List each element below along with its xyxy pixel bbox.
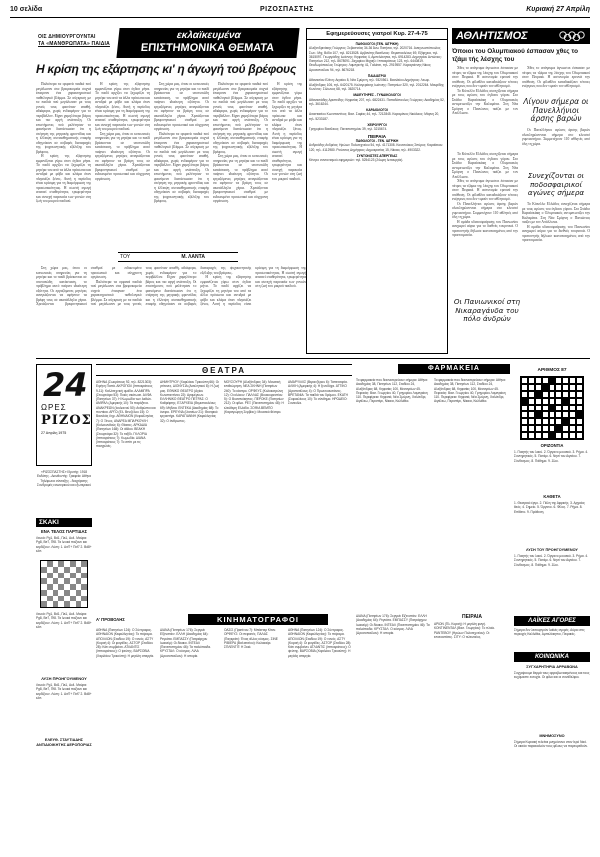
chess-footer: ΕΛΕΥΘ. ΣΤΑΥΤΙΑΔΗΣ ΑΝΤΙΔΙΟΙΚΗΤΗΣ ΑΕΡΟΠΟΡΙΑΣ	[36, 738, 92, 747]
crossword-cell	[521, 405, 528, 412]
crossword-cell	[535, 377, 542, 384]
sports-text-1c: Το Κύπελλο Ελλάδος συνεχίζεται σήμερα με τους αγώνες του όγδοου γύρου. Στο Στάδιο Καραϊσκάκη ο Ολυμπιακός αντιμετωπίζει την Καλαμάτα. Στη Νέα Σμύρνη ο Πανιώνιος παίζει με τον Απόλλωνα.	[452, 88, 518, 115]
crossword-cell	[562, 384, 569, 391]
cinema-col-1: ΑΘΗΝΑ (Πατησίων 124): Ο Σύντροφος. ΑΘΗΝΑΙΟΝ (Κεφαλληνίας): Το πείραμα. ΑΠΟΛΛΩΝ (Σταδίου 19): Ο νονός. ΑΣΤΥ (Κοραή 4): Οι φυγάδες. ΑΣΤΟΡ (Σταδίου 28): Κάτι συμβαίνει. ΑΤΛΑΝΤΙΣ (Ιπποκράτους): Ο ψεύτης. ΒΑΡΣΟΒΙΑ (Χαριλάου Τρικούπη): Η μεγάλη απεργία.	[96, 628, 155, 658]
kicker-1: ΟΙΣ ΔΗΜΙΟΥΡΓΟΥΝΤΑΙ	[38, 34, 96, 40]
sports-text-1a: Χθες το απόγευμα άγνωστοι έσπασαν με πέτρες τα τζάμια της λέσχης του Ολυμπιακού στον Πειραιά. Η αστυνομία ερευνά την υπόθεση. Οι φίλαθλοι καταδικάζουν τέτοιες ενέργειες που δεν τιμούν τον αθλητισμό.	[452, 66, 518, 88]
crossword-cell	[549, 418, 556, 425]
crossword-cell	[549, 425, 556, 432]
crossword-cell	[528, 425, 535, 432]
chess-text: Λευκά: Ρg1, Βd1, Πa1, Αc4. Μαύρα: Ρg8, Βe7, Πf8. Τα λευκά παίζουν και κερδίζουν. Λύση: 1. Αxf7+ Πxf7 2. Βd8+ κλπ.	[36, 536, 92, 553]
crossword-cell	[549, 398, 556, 405]
crossword-cell	[562, 432, 569, 439]
crossword-cell	[528, 411, 535, 418]
science-col-1	[36, 82, 91, 260]
crossword-cell	[555, 398, 562, 405]
section-divider	[36, 358, 590, 359]
science-text-1c: Παλιότερα τα ορφανά παιδιά πού μεγάλωναν στα βρεφοκομεία συχνά έπαιρναν ένα χαρακτηριστικό παθολογικό βλέμμα. Σε σύγκριση με τα παιδιά πού μεγάλωναν με τους γονείς τους φαινόταν απαθή, αδιάφορα, χωρίς ενδιαφέρον για το περιβάλλον. Είχαν χαμηλότερο βάρος και πιο αργή ανάπτυξη. Οι επιστήμονες πού μελέτησαν το φαινόμενο διαπίστωσαν ότι η στέρηση της μητρικής φροντίδας και η έλλειψη συναισθηματικής επαφής οδηγούσαν σε σοβαρές διαταραχές της ψυχοκινητικής εξέλιξης του βρέφους.	[213, 82, 268, 154]
science-cont-2: Παλιότερα τα ορφανά παιδιά πού μεγάλωναν στα βρεφοκομεία συχνά έπαιρναν ένα χαρακτηριστικό παθολογικό βλέμμα. Σε σύγκριση με τα παιδιά πού μεγάλωναν με τους γονείς τους φαινόταν απαθή, αδιάφορα, χωρίς ενδιαφέρον για το περιβάλλον. Είχαν χαμηλότερο βάρος και πιο αργή ανάπτυξη. Οι επιστήμονες πού μελέτησαν το φαινόμενο διαπίστωσαν ότι η στέρηση της μητρικής φροντίδας και η έλλειψη συναισθηματικής επαφής οδηγούσαν σε σοβαρές διαταραχές της ψυχοκινητικής εξέλιξης του βρέφους.	[90, 266, 252, 306]
social-subtitle-2: ΜΝΗΜΟΣΥΝΟ	[539, 734, 565, 738]
science-headline: Η κρίση της εξάρτησης κι' η άγωγή τού βρέφους	[36, 62, 296, 76]
crossword-down: 1. Θεατρικό έργο. 2. Πόλη της Αφρικής. 3. Αρχαίος θεός. 4. Σημείο. 5. Όργανο. 6. Φίλος. 7. Ρήμα. 8. Επίθετο. 9. Πρόθεση.	[514, 501, 585, 514]
kicker-2: ΤΑ «ΜΑΝΘΡΩΠΑΤΑ» ΠΑΙΔΙΑ	[38, 41, 110, 47]
crossword-cell	[569, 391, 576, 398]
sports-banner	[452, 28, 590, 44]
crossword-cell	[569, 432, 576, 439]
crossword-cell	[535, 384, 542, 391]
crossword-cell	[535, 432, 542, 439]
page-date: Κυριακή 27 Απρίλη	[526, 6, 590, 13]
social-subtitle: ΣΥΓΧΑΡΗΤΗΡΙΑ ΑΡΡΑΒΩΝΑ	[526, 665, 578, 669]
science-col-3	[154, 82, 209, 260]
crossword-cell	[549, 391, 556, 398]
doctors-sub-3: ΜΑΙΕΥΤΗΡΕΣ - ΓΥΝΑΙΚΟΛΟΓΟΙ	[353, 93, 401, 98]
crossword-cell	[569, 405, 576, 412]
chess-title: ΣΚΑΚΙ	[36, 518, 92, 527]
sports-text-3b: Χθες το απόγευμα άγνωστοι έσπασαν με πέτρες τα τζάμια της λέσχης του Ολυμπιακού στον Πειραιά. Η αστυνομία ερευνά την υπόθεση. Οι φίλαθλοι καταδικάζουν τέτοιες ενέργειες που δεν τιμούν τον αθλητισμό.	[452, 179, 518, 201]
crossword-cell	[555, 425, 562, 432]
theatre-col-4: ΑΜΑΡΥΛΛΙΣ (Βερανζέρου 6): Ταπετσαρία. ΑΛΙΚΗ (Αμερικής 4): Η ξενοδόχα. ΑΤΤΙΚΟ (Αριστοτέλους 4): Ο Πρωτευουσιάνος. ΒΡΕΤΑΝΙΑ: Τα παιδιά του δρόμου. ΕΚΑΤΗ (Σοφοκλέους 10): Το σύνθημα. ΗΡΩΔΕΙΟ: Συναυλία.	[288, 380, 348, 406]
doctors-sub-7: ΠΑΘΟΛΟΓΟΙ - ΓΕΝ. ΙΑΤΡΙΚΗ	[355, 138, 399, 143]
sports-text-1b: Χθες το απόγευμα άγνωστοι έσπασαν με πέτρες τα τζάμια της λέσχης του Ολυμπιακού στον Πειραιά. Η αστυνομία ερευνά την υπόθεση. Οι φίλαθλοι καταδικάζουν τέτοιες ενέργειες που δεν τιμούν τον αθλητισμό.	[522, 66, 590, 88]
sports-body-1a	[452, 66, 518, 148]
crossword-cell	[542, 398, 549, 405]
science-text-1b: Παλιότερα τα ορφανά παιδιά πού μεγάλωναν στα βρεφοκομεία συχνά έπαιρναν ένα χαρακτηριστικό παθολογικό βλέμμα. Σε σύγκριση με τα παιδιά πού μεγάλωναν με τους γονείς τους φαινόταν απαθή, αδιάφορα, χωρίς ενδιαφέρον για το περιβάλλον. Είχαν χαμηλότερο βάρος και πιο αργή ανάπτυξη. Οι επιστήμονες πού μελέτησαν το φαινόμενο διαπίστωσαν ότι η στέρηση της μητρικής φροντίδας και η έλλειψη συναισθηματικής επαφής οδηγούσαν σε σοβαρές διαταραχές της ψυχοκινητικής εξέλιξης του βρέφους.	[154, 131, 209, 203]
crossword-cell	[555, 411, 562, 418]
crossword-cell	[576, 418, 583, 425]
social-text-2: Σήμερα Κυριακή τελείται μνημόσυνο στον Ιερό Ναό. Οι οικείοι παρακαλούν τους φίλους να παρευρεθούν.	[514, 740, 588, 749]
crossword-cell	[542, 391, 549, 398]
sports-text-2: Οι Πανελλήνιοι αγώνες άρσης βαρών ολοκληρώνονται σήμερα στο κλειστό γυμναστήριο. Συμμετέχουν 110 αθλητές από όλη τη χώρα.	[522, 128, 590, 146]
crossword-across: 1. Ποιητής του λαού. 2. Όργανο μουσικό. 3. Ρήμα. 4. Συντηρητικός. 5. Ποτάμι. 6. Νησί του Αιγαίου. 7. Σύνδεσμος. 8. Πάθημα. 9. Ζώο.	[514, 450, 589, 463]
sports-banner-text: ΑΘΛΗΤΙΣΜΟΣ	[456, 30, 528, 42]
doctors-title: Εφημερεύουσες γιατροί Κυρ. 27-4-75	[307, 29, 447, 40]
sports-body-3	[522, 202, 590, 350]
crossword-cell	[521, 411, 528, 418]
crossword-cell	[535, 411, 542, 418]
crossword-cell	[521, 432, 528, 439]
social-text: Συγχαίρουμε θερμά τους αρραβωνιασμένους και τους ευχόμαστε ευτυχία. Οι φίλοι και οι συνάδελφοι.	[514, 671, 590, 680]
theatre-col-2: ΔΗΜΗΤΡΙΟΥ (Χαριλάου Τρικούπη 66): Οι γείτονες. ΔΙΟΝΥΣΙΑ (Ασκληπιού 8): Η ζωή μας. ΕΘΝΙΚΟ ΘΕΑΤΡΟ (Αγίου Κωνσταντίνου 22): Αγαμέμνων. ΕΛΛΗΝΙΚΟ ΘΕΑΤΡΟ ΠΕΤΡΑΣ: Ο Καθρέφτης. ΕΞΑΡΧΕΙΑ (Θεμιστοκλέους 69): Μήδεια. ΕΝΤΕΚΑ (Ακαδημίας 68): Το όνειρο. ΕΡΕΥΝΑ (Ιλισσίων 21): Θεατρικό εργαστήρι. ΚΑΡΑΓΙΑΝΝΗ (Κεφαλληνίας 32): Ο άνθρωπος.	[160, 380, 220, 423]
crossword-cell	[542, 384, 549, 391]
doctors-list-5: Γρηγορίου Βασίλειος: Πανεπιστημίου 39, τηλ. 3215674.	[309, 127, 388, 132]
science-text-1: Παλιότερα τα ορφανά παιδιά πού μεγάλωναν στα βρεφοκομεία συχνά έπαιρναν ένα χαρακτηριστικό παθολογικό βλέμμα. Σε σύγκριση με τα παιδιά πού μεγάλωναν με τους γονείς τους φαινόταν απαθή, αδιάφορα, χωρίς ενδιαφέρον για το περιβάλλον. Είχαν χαμηλότερο βάρος και πιο αργή ανάπτυξη. Οι επιστήμονες πού μελέτησαν το φαινόμενο διαπίστωσαν ότι η στέρηση της μητρικής φροντίδας και η έλλειψη συναισθηματικής επαφής οδηγούσαν σε σοβαρές διαταραχές της ψυχοκινητικής εξέλιξης του βρέφους.	[36, 82, 91, 154]
crossword-cell	[562, 411, 569, 418]
sports-headline-1: Όποιοι του Ολυμπιακού έσπασαν χθες το τζάμι τής λέσχης του	[452, 48, 578, 63]
theatre-title: ΘΕΑΤΡΑ	[96, 366, 352, 376]
doctors-sub-6: ΠΕΙΡΑΙΑ	[368, 133, 386, 139]
science-continuation	[36, 266, 306, 348]
banner-line-1: εκλαϊκευμένα	[176, 30, 242, 41]
crossword-cell	[576, 391, 583, 398]
box-24-label-2: ΡΙΖΟΣ	[41, 413, 92, 428]
crossword-cell	[549, 377, 556, 384]
doctors-list-7: Ανδρεάδης Ανδρέας: Ηρώων Πολυτεχνείου 54, τηλ. 4171308. Κουτσούκος Σπύρος: Καραϊσκου 120, τηλ. 4112980. Ρούσσος Δημήτριος: Δημοκρατίας 15, Νίκαια, τηλ. 4903322.	[309, 143, 443, 152]
pharmacy-title: ΦΑΡΜΑΚΕΙΑ	[398, 364, 510, 374]
crossword-cell	[569, 425, 576, 432]
chess-subtitle: ΕΝΑ ΤΕΛΟΣ ΠΑΡΤΙΔΑΣ	[40, 529, 88, 534]
sports-text-4b: Η ομάδα υδατοσφαίρισης του Πανιωνίου αναχωρεί αύριο για το διεθνές τουρνουά. Ο προπονητής δήλωσε ικανοποιημένος από την προετοιμασία.	[522, 224, 590, 242]
crossword-cell	[528, 377, 535, 384]
crossword-cell	[528, 398, 535, 405]
chess-board	[40, 560, 88, 608]
page-number: 10 σελίδα	[10, 6, 43, 13]
crossword-cell	[542, 411, 549, 418]
crossword-cell	[555, 432, 562, 439]
cinema-col-5: ΔΙΑΝΑ (Πατησίων 176): Σεργκέι Εϊζενστάιν. ΕΛΛΗ (Ακαδημίας 64): Ρεγκάτα. ΕΜΠΑΣΣΥ (Πατριάρχου Ιωακείμ): Οι δίκαιοι. ΙΝΤΕΑΛ (Πανεπιστημίου 46): Τα παλιόπαιδα. ΚΡΥΣΤΑΛ: Ο κόσμος. ΛΙΛΑ (Δροσοπούλου): Η ιστορία.	[356, 614, 430, 636]
crossword-cell	[562, 425, 569, 432]
science-text-2c: Η κρίση της εξάρτησης εμφανίζεται γύρω στον όγδοο μήνα. Το παιδί αρχίζει να ξεχωρίζει τη μητέρα του από τα άλλα πρόσωπα και αντιδρά με φόβο και κλάμα όταν πλησιάζει ξένος. Αυτή η περίοδος είναι κρίσιμη για τη διαμόρφωση της προσωπικότητας. Η σωστή αγωγή απαιτεί σταθερότητα, τρυφερότητα και συνεχή παρουσία των γονιών στη ζωή του μικρού παιδιού.	[272, 82, 302, 181]
doctors-sub-2: ΠΑΙΔΙΑΤΡΟΙ	[367, 74, 387, 79]
science-col-4	[213, 82, 268, 260]
box-24-hours	[36, 364, 92, 466]
crossword-cell	[562, 398, 569, 405]
crossword-cell	[555, 405, 562, 412]
crossword-cell	[569, 411, 576, 418]
crossword-cell	[535, 391, 542, 398]
byline-author: Μ. ΛΑΝΤΑ	[181, 254, 205, 260]
sports-text-3a: Το Κύπελλο Ελλάδος συνεχίζεται σήμερα με τους αγώνες του όγδοου γύρου. Στο Στάδιο Καραϊσκάκη ο Ολυμπιακός αντιμετωπίζει την Καλαμάτα. Στη Νέα Σμύρνη ο Πανιώνιος παίζει με τον Απόλλωνα.	[452, 152, 518, 179]
cinema-col-3: ΟΑΣΙΣ (Πρατίνου 7): Μπάστερ Κίτον. ΟΡΦΕΥΣ: Οι πειρατές. ΠΑΛΑΣ (Παγκράτι): Ένας άλλος κόσμος. ΣΙΝΕ ΡΙΒΙΕΡΑ (Βαλτετσίου): Καλοκαίρι. ΣΠΛΕΝΤΙΤ: Η Σκιά.	[224, 628, 278, 650]
sports-body-2	[522, 128, 590, 166]
box-24-label-1: ΩΡΕΣ	[41, 403, 67, 412]
chess-solution-title: ΛΥΣΗ ΠΡΟΗΓΟΥΜΕΝΟΥ	[41, 676, 87, 681]
crossword-cell	[542, 405, 549, 412]
doctors-box	[306, 28, 448, 354]
crossword-cell	[555, 384, 562, 391]
sports-text-3d: Η ομάδα υδατοσφαίρισης του Πανιωνίου αναχωρεί αύριο για το διεθνές τουρνουά. Ο προπονητής δήλωσε ικανοποιημένος από την προετοιμασία.	[452, 219, 518, 237]
doctors-list-8: Κέντρο συντονισμού εφημεριών: τηλ. 5254123 (24ωρη λειτουργία).	[309, 158, 404, 163]
crossword-cell	[576, 432, 583, 439]
science-text-3b: Στη χώρα μας, όπου οι κοινωνικές υπηρεσίες για τη μητέρα και το παιδί βρίσκονται σε υποτυπώδη κατάσταση, το πρόβλημα αυτό παίρνει ιδιαίτερη οξύτητα. Οι εργαζόμενες μητέρες αναγκάζονται να αφήνουν τα βρέφη τους σε ακατάλληλα χέρια. Χρειάζονται βρεφονηπιακοί σταθμοί με ειδικευμένο προσωπικό και σύγχρονη οργάνωση.	[154, 82, 209, 131]
crossword-cell	[549, 432, 556, 439]
sports-text-3c: Οι Πανελλήνιοι αγώνες άρσης βαρών ολοκληρώνονται σήμερα στο κλειστό γυμναστήριο. Συμμετέχουν 110 αθλητές από όλη τη χώρα.	[452, 201, 518, 219]
box-24-number: 24	[43, 366, 88, 404]
crossword-down-title: ΚΑΘΕΤΑ	[543, 494, 561, 499]
science-text-3c: Στη χώρα μας, όπου οι κοινωνικές υπηρεσίες για τη μητέρα και το παιδί βρίσκονται σε υποτυπώδη κατάσταση, το πρόβλημα αυτό παίρνει ιδιαίτερη οξύτητα. Οι εργαζόμενες μητέρες αναγκάζονται να αφήνουν τα βρέφη τους σε ακατάλληλα χέρια. Χρειάζονται βρεφονηπιακοί σταθμοί με ειδικευμένο προσωπικό και σύγχρονη οργάνωση.	[213, 154, 268, 203]
crossword-cell	[562, 377, 569, 384]
doctors-list-2: Αθανασίου Ελένη: Αιγαίου 8, Νέα Σμύρνη, τηλ. 9320561. Βασιλείου Δημήτριος: Λεωφ. Αλεξάνδρας 106, τηλ. 6420175. Καλογεράκης Ιωάννης: Πατησίων 320, τηλ. 2012264. Μαυρίδης Κων/νος: Σόλωνος 68, τηλ. 3620714.	[309, 78, 444, 91]
crossword-cell	[542, 377, 549, 384]
cinema-col-4: ΑΘΗΝΑ (Πατησίων 124): Ο Σύντροφος. ΑΘΗΝΑΙΟΝ (Κεφαλληνίας): Το πείραμα. ΑΠΟΛΛΩΝ (Σταδίου 19): Ο νονός. ΑΣΤΥ (Κοραή 4): Οι φυγάδες. ΑΣΤΟΡ (Σταδίου 28): Κάτι συμβαίνει. ΑΤΛΑΝΤΙΣ (Ιπποκράτους): Ο ψεύτης. ΒΑΡΣΟΒΙΑ (Χαριλάου Τρικούπη): Η μεγάλη απεργία.	[288, 628, 352, 658]
crossword-cell	[521, 391, 528, 398]
crossword-cell	[576, 411, 583, 418]
science-banner	[116, 28, 299, 58]
crossword-cell	[528, 384, 535, 391]
masthead-info: «ΡΙΖΟΣΠΑΣΤΗΣ» Ιδρυτής: 1918 Εκδότης - Διευθυντής: Γραφεία: Αθήνα Τηλέφωνα σύνταξης - διαχείρισης Συνδρομές εσωτερικού και εξωτερικού	[36, 470, 91, 487]
sports-headline-3: Συνεχίζονται οι ποδοσφαιρικοί αγώνες σήμερα	[527, 171, 585, 197]
crossword-cell	[521, 384, 528, 391]
crossword-cell	[569, 377, 576, 384]
crossword-cell	[576, 377, 583, 384]
doctors-sub-5: ΧΕΙΡΟΥΡΓΟΙ	[367, 123, 387, 128]
science-cont-3: Η κρίση της εξάρτησης εμφανίζεται γύρω στον όγδοο μήνα. Το παιδί αρχίζει να ξεχωρίζει τη μητέρα του από τα άλλα πρόσωπα και αντιδρά με φόβο και κλάμα όταν πλησιάζει ξένος. Αυτή η περίοδος είναι κρίσιμη για τη διαμόρφωση της προσωπικότητας. Η σωστή αγωγή απαιτεί σταθερότητα, τρυφερότητα και συνεχή παρουσία των γονιών στη ζωή του μικρού παιδιού.	[200, 266, 306, 306]
theatre-rule-top	[96, 364, 352, 365]
theatre-col-1: ΑΘΗΝΑ (Σωκράτους 92, τηλ. 8221303): Ειρήνη Παπά. ΑΚΡΟΠΟΛ (Ιπποκράτους 9-11): Καλλιτεχνική ομάδα. ΑΛΑΜΠΡΑ (Στουρνάρα 53): Ποιός σκότωσε. ΑΛΦΑ (Πατησίων 37): Η Κωμωδία των λαθών. ΑΜΙΡΑΛ (Αμερικής 10): Τα παράξενα. ΑΝΑΚΡΕΩΝ (Ιουλιανού 50): Ανθρώποι και ποντίκια. ΑΡΓΩ (Ελ. Βενιζέλου 15): Ο Βασιλιάς Ληρ. ΑΘΗΝΑΙΟΝ (Κεφαλληνίας 7): Ο Ξένος. ΑΝΔΡΕΑ ΜΠΑΡΚΟΥΛΗ (Κολοκυνθούς 6): Θίασος. ΑΡΚΑΔΙΑ (Πατησίων 168): Οι άθλιοι. ΒΕΑΚΗ (Στουρνάρα 32): Το ταξίδι. ΓΚΛΟΡΙΑ (Ιπποκράτους 7): Κωμωδία. ΔΙΑΝΑ (Ιπποκράτους 7): Το σπίτι με τις πασχαλιές.	[96, 380, 156, 449]
byline-prefix: ΤΟΥ	[120, 254, 130, 260]
crossword-cell	[576, 398, 583, 405]
crossword-cell	[528, 432, 535, 439]
crossword-grid	[520, 376, 584, 440]
science-cont-1: Στη χώρα μας, όπου οι κοινωνικές υπηρεσίες για τη μητέρα και το παιδί βρίσκονται σε υποτυπώδη κατάσταση, το πρόβλημα αυτό παίρνει ιδιαίτερη οξύτητα. Οι εργαζόμενες μητέρες αναγκάζονται να αφήνουν τα βρέφη τους σε ακατάλληλα χέρια. Χρειάζονται βρεφονηπιακοί σταθμοί με ειδικευμένο προσωπικό και σύγχρονη οργάνωση.	[36, 266, 142, 306]
piraeus-title: ΠΕΙΡΑΙΑ	[462, 614, 482, 620]
doctors-sub-1: ΠΑΘΟΛΟΓΟΙ (ΓΕΝ. ΙΑΤΡΙΚΗ)	[355, 42, 399, 46]
chess-moves: Λευκά: Ρg1, Βd1, Πa1, Αc4. Μαύρα: Ρg8, Βe7, Πf8. Τα λευκά παίζουν και κερδίζουν. Λύση: 1. Αxf7+ Πxf7 2. Βd8+ κλπ.	[36, 612, 92, 629]
market-text: Σήμερα δεν λειτουργούν λαϊκές αγορές. Αύριο στις περιοχές Καλλιθέα, Αμπελόκηποι, Πειραιάς.	[514, 628, 585, 637]
doctors-list-4: Αναστασίου Κωνσταντίνος: Βασ. Σοφίας 44, τηλ. 7212845. Καραμάνος Νικόλαος: Μάρνη 20, τηλ. 5233187.	[309, 112, 440, 121]
piraeus-listing: ΑΡΙΩΝ (Πλ. Κοραή): Η μεγάλη φυγή. ΚΟΝΤΙΝΕΝΤΑΛ (Βασ. Γεωργίου): Το πλοίο. ΡΑΝΤΕΒΟΥ (Ηρώων Πολυτεχνείου): Οι επαναστάτες. ΣΙΤΥ: Ο τελευταίος.	[434, 622, 496, 639]
crossword-cell	[549, 405, 556, 412]
science-text-2b: Η κρίση της εξάρτησης εμφανίζεται γύρω στον όγδοο μήνα. Το παιδί αρχίζει να ξεχωρίζει τη μητέρα του από τα άλλα πρόσωπα και αντιδρά με φόβο και κλάμα όταν πλησιάζει ξένος. Αυτή η περίοδος είναι κρίσιμη για τη διαμόρφωση της προσωπικότητας. Η σωστή αγωγή απαιτεί σταθερότητα, τρυφερότητα και συνεχή παρουσία των γονιών στη ζωή του μικρού παιδιού.	[95, 82, 150, 131]
crossword-cell	[576, 405, 583, 412]
chess-solution: Λευκά: Ρg1, Βd1, Πa1, Αc4. Μαύρα: Ρg8, Βe7, Πf8. Τα λευκά παίζουν και κερδίζουν. Λύση: 1. Αxf7+ Πxf7 2. Βd8+ κλπ.	[36, 683, 92, 700]
crossword-across-title: ΟΡΙΖΟΝΤΙΑ	[540, 443, 564, 448]
doctors-sub-8: ΣΥΝΤΟΝΙΣΤΕΣ ΑΠΕΡΓΕΙΑΣ	[356, 153, 398, 158]
crossword-cell	[549, 384, 556, 391]
chess-square	[81, 601, 87, 607]
crossword-solution: 1. Ποιητής του λαού. 2. Όργανο μουσικό. 3. Ρήμα. 4. Συντηρητικός. 5. Ποτάμι. 6. Νησί του Αιγαίου. 7. Σύνδεσμος. 8. Πάθημα. 9. Ζώο.	[514, 554, 589, 567]
science-text-2: Η κρίση της εξάρτησης εμφανίζεται γύρω στον όγδοο μήνα. Το παιδί αρχίζει να ξεχωρίζει τη μητέρα του από τα άλλα πρόσωπα και αντιδρά με φόβο και κλάμα όταν πλησιάζει ξένος. Αυτή η περίοδος είναι κρίσιμη για τη διαμόρφωση της προσωπικότητας. Η σωστή αγωγή απαιτεί σταθερότητα, τρυφερότητα και συνεχή παρουσία των γονιών στη ζωή του μικρού παιδιού.	[36, 154, 91, 203]
crossword-cell	[535, 418, 542, 425]
crossword-cell	[521, 418, 528, 425]
crossword-cell	[569, 418, 576, 425]
pharmacy-col-1: Τα φαρμακεία που διανυκτερεύουν σήμερα: Αθήνα: Ακαδημίας 38, Πατησίων 112, Σταδίου 24, Αλεξάνδρας 68, Κηφισίας 100, Μεσογείων 45. Πειραιάς: Βασ. Γεωργίου 40, Γρηγορίου Λαμπράκη 110. Περιφέρεια: Κηφισιά, Νέα Σμύρνη, Χαλάνδρι, Αιγάλεω, Περιστέρι, Νίκαια, Καλλιθέα.	[356, 378, 428, 404]
crossword-solution-title: ΛΥΣΗ ΤΟΥ ΠΡΟΗΓΟΥΜΕΝΟΥ	[526, 548, 578, 552]
crossword-cell	[535, 405, 542, 412]
page-header	[10, 6, 590, 18]
crossword-cell	[521, 398, 528, 405]
crossword-cell	[562, 391, 569, 398]
market-title: ΛΑΪΚΕΣ ΑΓΟΡΕΣ	[514, 616, 590, 626]
crossword-cell	[555, 418, 562, 425]
doctors-list-3: Αθανασιάδης Αριστείδης: Κηφισίας 207, τηλ. 6822431. Παπαδόπουλος Γεώργιος: Ακαδημίας 52, τηλ. 3616244.	[309, 97, 445, 106]
crossword-cell	[542, 425, 549, 432]
pharmacy-col-2: Τα φαρμακεία που διανυκτερεύουν σήμερα: Αθήνα: Ακαδημίας 38, Πατησίων 112, Σταδίου 24, Αλεξάνδρας 68, Κηφισίας 100, Μεσογείων 45. Πειραιάς: Βασ. Γεωργίου 40, Γρηγορίου Λαμπράκη 110. Περιφέρεια: Κηφισιά, Νέα Σμύρνη, Χαλάνδρι, Αιγάλεω, Περιστέρι, Νίκαια, Καλλιθέα.	[434, 378, 506, 404]
crossword-cell	[569, 384, 576, 391]
crossword-cell	[569, 398, 576, 405]
crossword-cell	[521, 425, 528, 432]
crossword-cell	[535, 398, 542, 405]
crossword-title: ΑΡΙΘΜΟΣ 87	[537, 368, 567, 373]
crossword-cell	[528, 418, 535, 425]
crossword-cell	[555, 391, 562, 398]
box-24-date: 27 Απρίλη 1975	[41, 431, 67, 435]
science-text-3: Στη χώρα μας, όπου οι κοινωνικές υπηρεσίες για τη μητέρα και το παιδί βρίσκονται σε υποτυπώδη κατάσταση, το πρόβλημα αυτό παίρνει ιδιαίτερη οξύτητα. Οι εργαζόμενες μητέρες αναγκάζονται να αφήνουν τα βρέφη τους σε ακατάλληλα χέρια. Χρειάζονται βρεφονηπιακοί σταθμοί με ειδικευμένο προσωπικό και σύγχρονη οργάνωση.	[95, 131, 150, 181]
doctors-sub-4: ΚΑΡΔΙΟΛΟΓΟΙ	[366, 108, 388, 113]
sports-headline-4: Οι Πανιωνικοί στη Νικαραγάνδα του πόλο άνδρών	[453, 297, 521, 323]
crossword-cell	[542, 432, 549, 439]
crossword-cell	[535, 425, 542, 432]
crossword-cell	[528, 405, 535, 412]
crossword-cell	[528, 391, 535, 398]
cinema-col-2: ΔΙΑΝΑ (Πατησίων 176): Σεργκέι Εϊζενστάιν. ΕΛΛΗ (Ακαδημίας 64): Ρεγκάτα. ΕΜΠΑΣΣΥ (Πατριάρχου Ιωακείμ): Οι δίκαιοι. ΙΝΤΕΑΛ (Πανεπιστημίου 46): Τα παλιόπαιδα. ΚΡΥΣΤΑΛ: Ο κόσμος. ΛΙΛΑ (Δροσοπούλου): Η ιστορία.	[160, 628, 211, 658]
science-col-2	[95, 82, 150, 260]
social-title: ΚΟΙΝΩΝΙΚΑ	[514, 652, 590, 662]
banner-line-2: ΕΠΙΣΤΗΜΟΝΙΚΑ ΘΕΜΑΤΑ	[140, 42, 275, 54]
newspaper-name: ΡΙΖΟΣΠΑΣΤΗΣ	[260, 6, 314, 13]
sports-body-1b	[522, 66, 590, 96]
cinema-first-run-title: Α' ΠΡΟΒΟΛΗΣ	[96, 617, 125, 622]
doctors-list-1: Αλεξανδρινάκης Γεώργιος: Σεβαστείας 34-36 Άνω Πατήσια, τηλ. 2020716. Αναγνωστόπουλος Σωτ.: Μιχ. Βόδα 107, τηλ. 8213528. Αρβανίτης Βασίλειος: Θεμιστοκλέους 69, Εξάρχεια, τηλ. 3615097. Γεωργιάδης Ιωάννης: Κηφισίας 4, Αμπελόκηποι, τηλ. 6914283. Δημητρίου Αντώνιος: Πατησίων 212, τηλ. 8678091. Ζαχαρίου Μιχαήλ: Ιπποκράτους 123, τηλ. 6440819. Θεοδωρόπουλος Γεώργιος: Λαμπρινής 41, Γαλάτσι, τηλ. 2919557. Καραγιάννης Νίκος: Δροσοπούλου 94, τηλ. 8676218.	[309, 46, 442, 72]
crossword-cell	[562, 418, 569, 425]
theatre-col-3: ΜΟΥΣΟΥΡΗ (Αλεξάνδρας 34): Μουσική επιθεώρηση. ΝΕΑ ΣΚΗΝΗ (Πατησίων 240): Το κάστρο. ΟΡΦΕΥΣ (Κολοκοτρώνη 12): Οι κλόουν. ΠΑΛΛΑΣ (Βουκουρεστίου 5): Ο Βυσσινόκηπος. ΠΕΡΟΚΕ (Πατησίων 212): Οι φίλοι. ΡΕΞ (Πανεπιστημίου 48): Η ελεύθερη Ελλάδα. ΣΟΦΙΑ ΒΕΜΠΟ (Καραγιώργη Σερβίας): Μουσικό θέατρο.	[224, 380, 284, 415]
cinema-title: ΚΙΝΗΜΑΤΟΓΡΑΦΟΙ	[188, 614, 328, 625]
crossword-cell	[542, 418, 549, 425]
sports-text-3: Το Κύπελλο Ελλάδος συνεχίζεται σήμερα με τους αγώνες του όγδοου γύρου. Στο Στάδιο Καραϊσκάκη ο Ολυμπιακός αντιμετωπίζει την Καλαμάτα. Στη Νέα Σμύρνη ο Πανιώνιος παίζει με τον Απόλλωνα.	[522, 202, 590, 224]
science-col-5	[272, 82, 302, 260]
crossword-cell	[576, 425, 583, 432]
sports-headline-2: Λίγουν σήμερα οι Πανελλήνιοι άρσης βαρών	[523, 97, 589, 123]
olympic-rings-icon	[558, 31, 586, 41]
crossword-cell	[549, 411, 556, 418]
byline	[118, 252, 238, 262]
crossword-cell	[576, 384, 583, 391]
crossword-cell	[521, 377, 528, 384]
crossword-cell	[562, 405, 569, 412]
crossword-cell	[555, 377, 562, 384]
